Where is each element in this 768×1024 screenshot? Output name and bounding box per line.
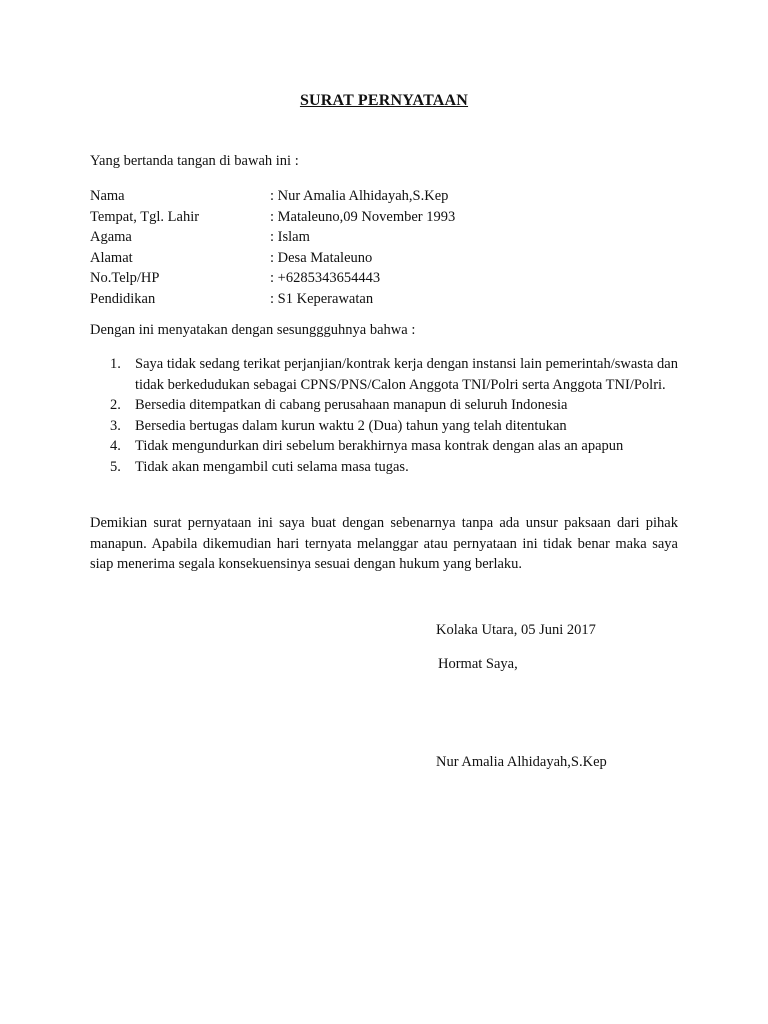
identity-label: Nama <box>90 188 125 204</box>
identity-label: No.Telp/HP <box>90 270 160 287</box>
identity-row-name <box>90 186 650 207</box>
list-item <box>110 395 678 416</box>
place-date: Kolaka Utara, 05 Juni 2017 <box>436 622 596 638</box>
list-text: Saya tidak sedang terikat perjanjian/kontrak kerja dengan instansi lain pemerintah/swasta dan tidak berkedudukan sebagai CPNS/PNS/Calon Anggota TNI/Polri serta Anggota TNI/Polri. <box>135 356 678 393</box>
list-text: Tidak akan mengambil cuti selama masa tugas. <box>135 458 409 475</box>
closing-paragraph: Demikian surat pernyataan ini saya buat dengan sebenarnya tanpa ada unsur paksaan dari pihak manapun. Apabila dikemudian hari ternyata melanggar atau pernyataan ini tidak benar maka saya siap menerima segala konsekuensinya sesuai dengan hukum yang berlaku. <box>90 515 678 573</box>
identity-value: : Desa Mataleuno <box>270 249 373 266</box>
signer-name: Nur Amalia Alhidayah,S.Kep <box>436 754 607 770</box>
list-number: 2. <box>110 397 121 414</box>
identity-value: : Nur Amalia Alhidayah,S.Kep <box>270 188 449 204</box>
list-number: 3. <box>110 417 121 434</box>
identity-label: Agama <box>90 229 132 246</box>
identity-row-phone <box>90 268 650 289</box>
statement-list <box>110 354 678 478</box>
document-title: SURAT PERNYATAAN <box>299 92 469 109</box>
list-text: Bersedia ditempatkan di cabang perusahaan manapun di seluruh Indonesia <box>135 397 568 414</box>
list-number: 4. <box>110 438 121 455</box>
identity-value: : +6285343654443 <box>270 270 381 287</box>
identity-value: : Mataleuno,09 November 1993 <box>270 208 456 225</box>
statement-intro: Dengan ini menyatakan dengan sesunggguhnya bahwa : <box>90 322 416 338</box>
list-item <box>110 457 678 478</box>
identity-row-address <box>90 248 650 269</box>
list-number: 5. <box>110 458 121 475</box>
list-item <box>110 354 678 395</box>
intro-text: Yang bertanda tangan di bawah ini : <box>90 153 299 169</box>
regards: Hormat Saya, <box>438 656 518 672</box>
identity-value: : S1 Keperawatan <box>270 290 374 307</box>
identity-row-education <box>90 289 650 310</box>
identity-label: Alamat <box>90 249 133 266</box>
list-item <box>110 416 678 437</box>
list-text: Tidak mengundurkan diri sebelum berakhirnya masa kontrak dengan alas an apapun <box>135 438 624 455</box>
identity-table <box>90 186 650 310</box>
identity-value: : Islam <box>270 229 310 246</box>
list-number: 1. <box>110 356 121 372</box>
identity-label: Tempat, Tgl. Lahir <box>90 208 200 225</box>
list-text: Bersedia bertugas dalam kurun waktu 2 (Dua) tahun yang telah ditentukan <box>135 417 567 434</box>
identity-row-birth <box>90 207 650 228</box>
list-item <box>110 436 678 457</box>
identity-label: Pendidikan <box>90 290 156 307</box>
identity-row-religion <box>90 227 650 248</box>
